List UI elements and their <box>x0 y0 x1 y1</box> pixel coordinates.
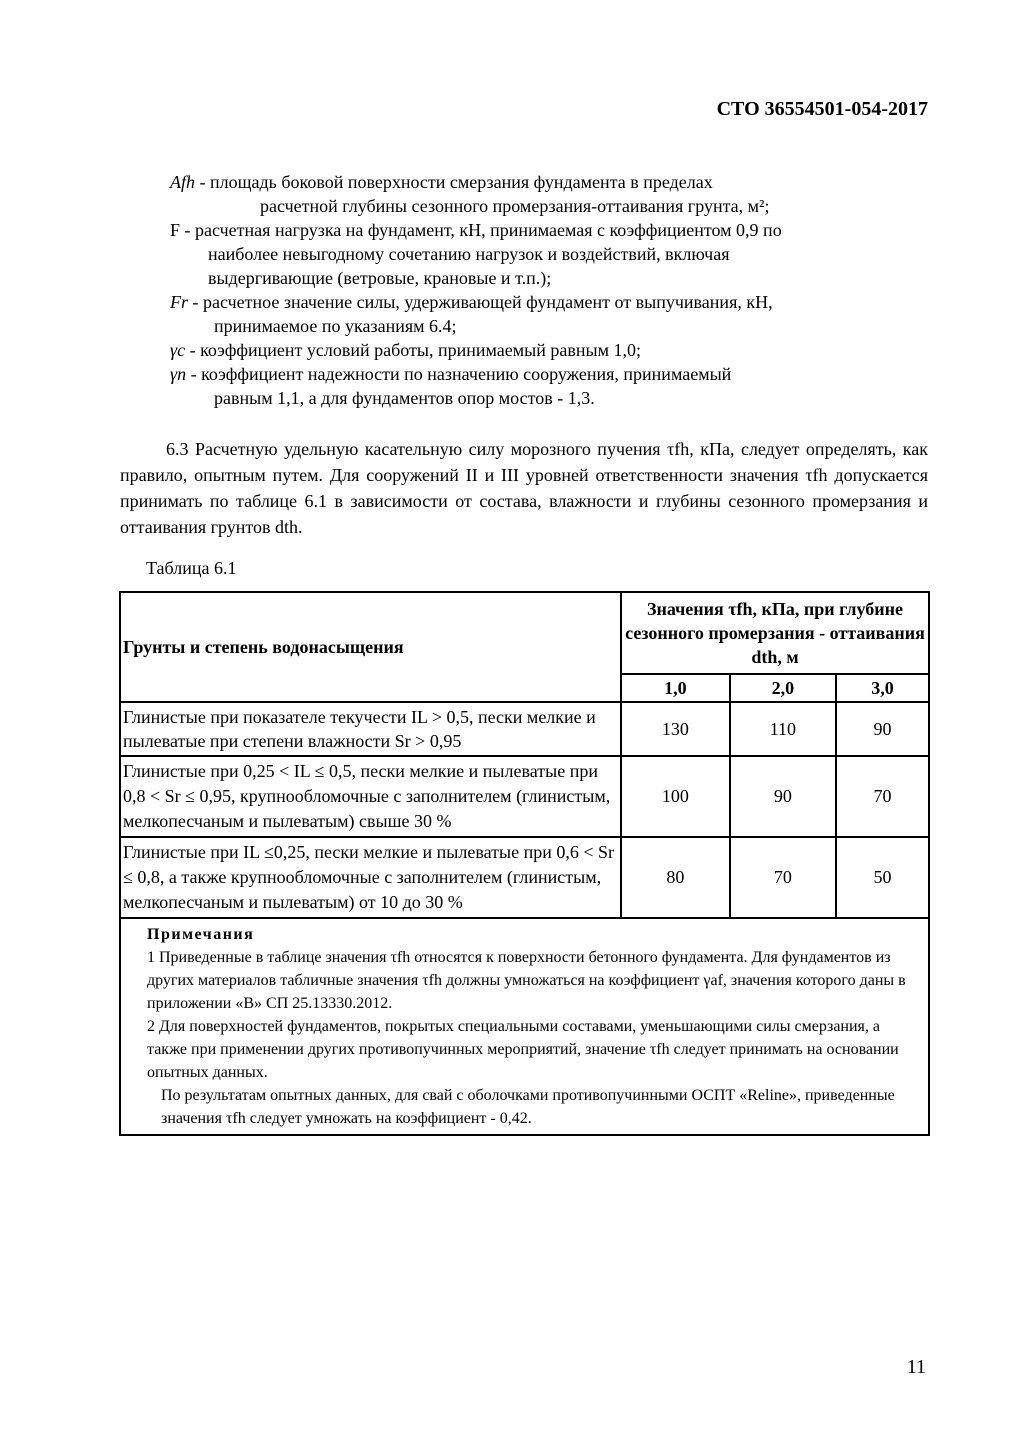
table-row: Глинистые при 0,25 < IL ≤ 0,5, пески мелкие и пылеватые при 0,8 < Sr ≤ 0,95, крупнообломочные с заполнителем (глинистым, мелкопесчаным и пылеватым) свыше 30 % 100 90 70 <box>120 756 929 837</box>
column-depth-3: 3,0 <box>836 674 929 702</box>
column-depth-1: 1,0 <box>621 674 730 702</box>
definition-fr: Fr - расчетное значение силы, удерживающей фундамент от выпучивания, кН, принимаемое по указаниям 6.4; <box>170 292 773 336</box>
definition-f: F - расчетная нагрузка на фундамент, кН, принимаемая с коэффициентом 0,9 по наиболее невыгодному сочетанию нагрузок и воздействий, включая выдергивающие (ветровые, крановые и т.п.); <box>170 220 782 288</box>
definition-afh: Afh - площадь боковой поверхности смерзания фундамента в пределах расчетной глубины сезонного промерзания-оттаивания грунта, м²; <box>170 172 770 216</box>
page-number: 11 <box>906 1356 926 1378</box>
column-depth-2: 2,0 <box>730 674 836 702</box>
symbol: Afh <box>170 172 195 192</box>
frost-heave-table <box>119 591 930 1136</box>
note-reline: По результатам опытных данных, для свай с оболочками противопучинными ОСПТ «Reline», приведенные значения τfh следует умножать на коэффициент - 0,42. <box>161 1087 895 1127</box>
table-row: Глинистые при IL ≤0,25, пески мелкие и пылеватые при 0,6 < Sr ≤ 0,8, а также крупнообломочные с заполнителем (глинистым, мелкопесчаным и пылеватым) от 10 до 30 % 80 70 50 <box>120 837 929 918</box>
header-soils: Грунты и степень водонасыщения <box>120 592 621 702</box>
table-row: Глинистые при показателе текучести IL > 0,5, пески мелкие и пылеватые при степени влажности Sr > 0,95 130 110 90 <box>120 702 929 756</box>
section-6-3-paragraph: 6.3 Расчетную удельную касательную силу морозного пучения τfh, кПа, следует определять, как правило, опытным путем. Для сооружений II и III уровней ответственности значения τfh допускается принимать по таблице 6.1 в зависимости от состава, влажности и глубины сезонного промерзания и оттаивания грунтов dth. <box>120 439 928 537</box>
definition-gamma-c: γc - коэффициент условий работы, принимаемый равным 1,0; <box>170 340 641 360</box>
definition-gamma-n: γn - коэффициент надежности по назначению сооружения, принимаемый равным 1,1, а для фундаментов опор мостов - 1,3. <box>170 364 732 408</box>
table-caption: Таблица 6.1 <box>146 558 237 578</box>
table-notes-row <box>120 918 929 1135</box>
note-2: 2 Для поверхностей фундаментов, покрытых специальными составами, уменьшающими силы смерзания, а также при применении других противопучинных мероприятий, значение τfh следует принимать на основании опытных данных. <box>147 1018 899 1081</box>
note-1: 1 Приведенные в таблице значения τfh относятся к поверхности бетонного фундамента. Для фундаментов из других материалов табличные значения τfh должны умножаться на коэффициент γaf, значения которого даны в приложении «В» СП 25.13330.2012. <box>147 949 906 1012</box>
document-code: СТО 36554501-054-2017 <box>716 98 928 120</box>
definitions-list <box>170 170 930 410</box>
notes-title: Примечания <box>147 926 255 943</box>
header-values: Значения τfh, кПа, при глубине сезонного промерзания - оттаивания dth, м <box>621 592 929 674</box>
